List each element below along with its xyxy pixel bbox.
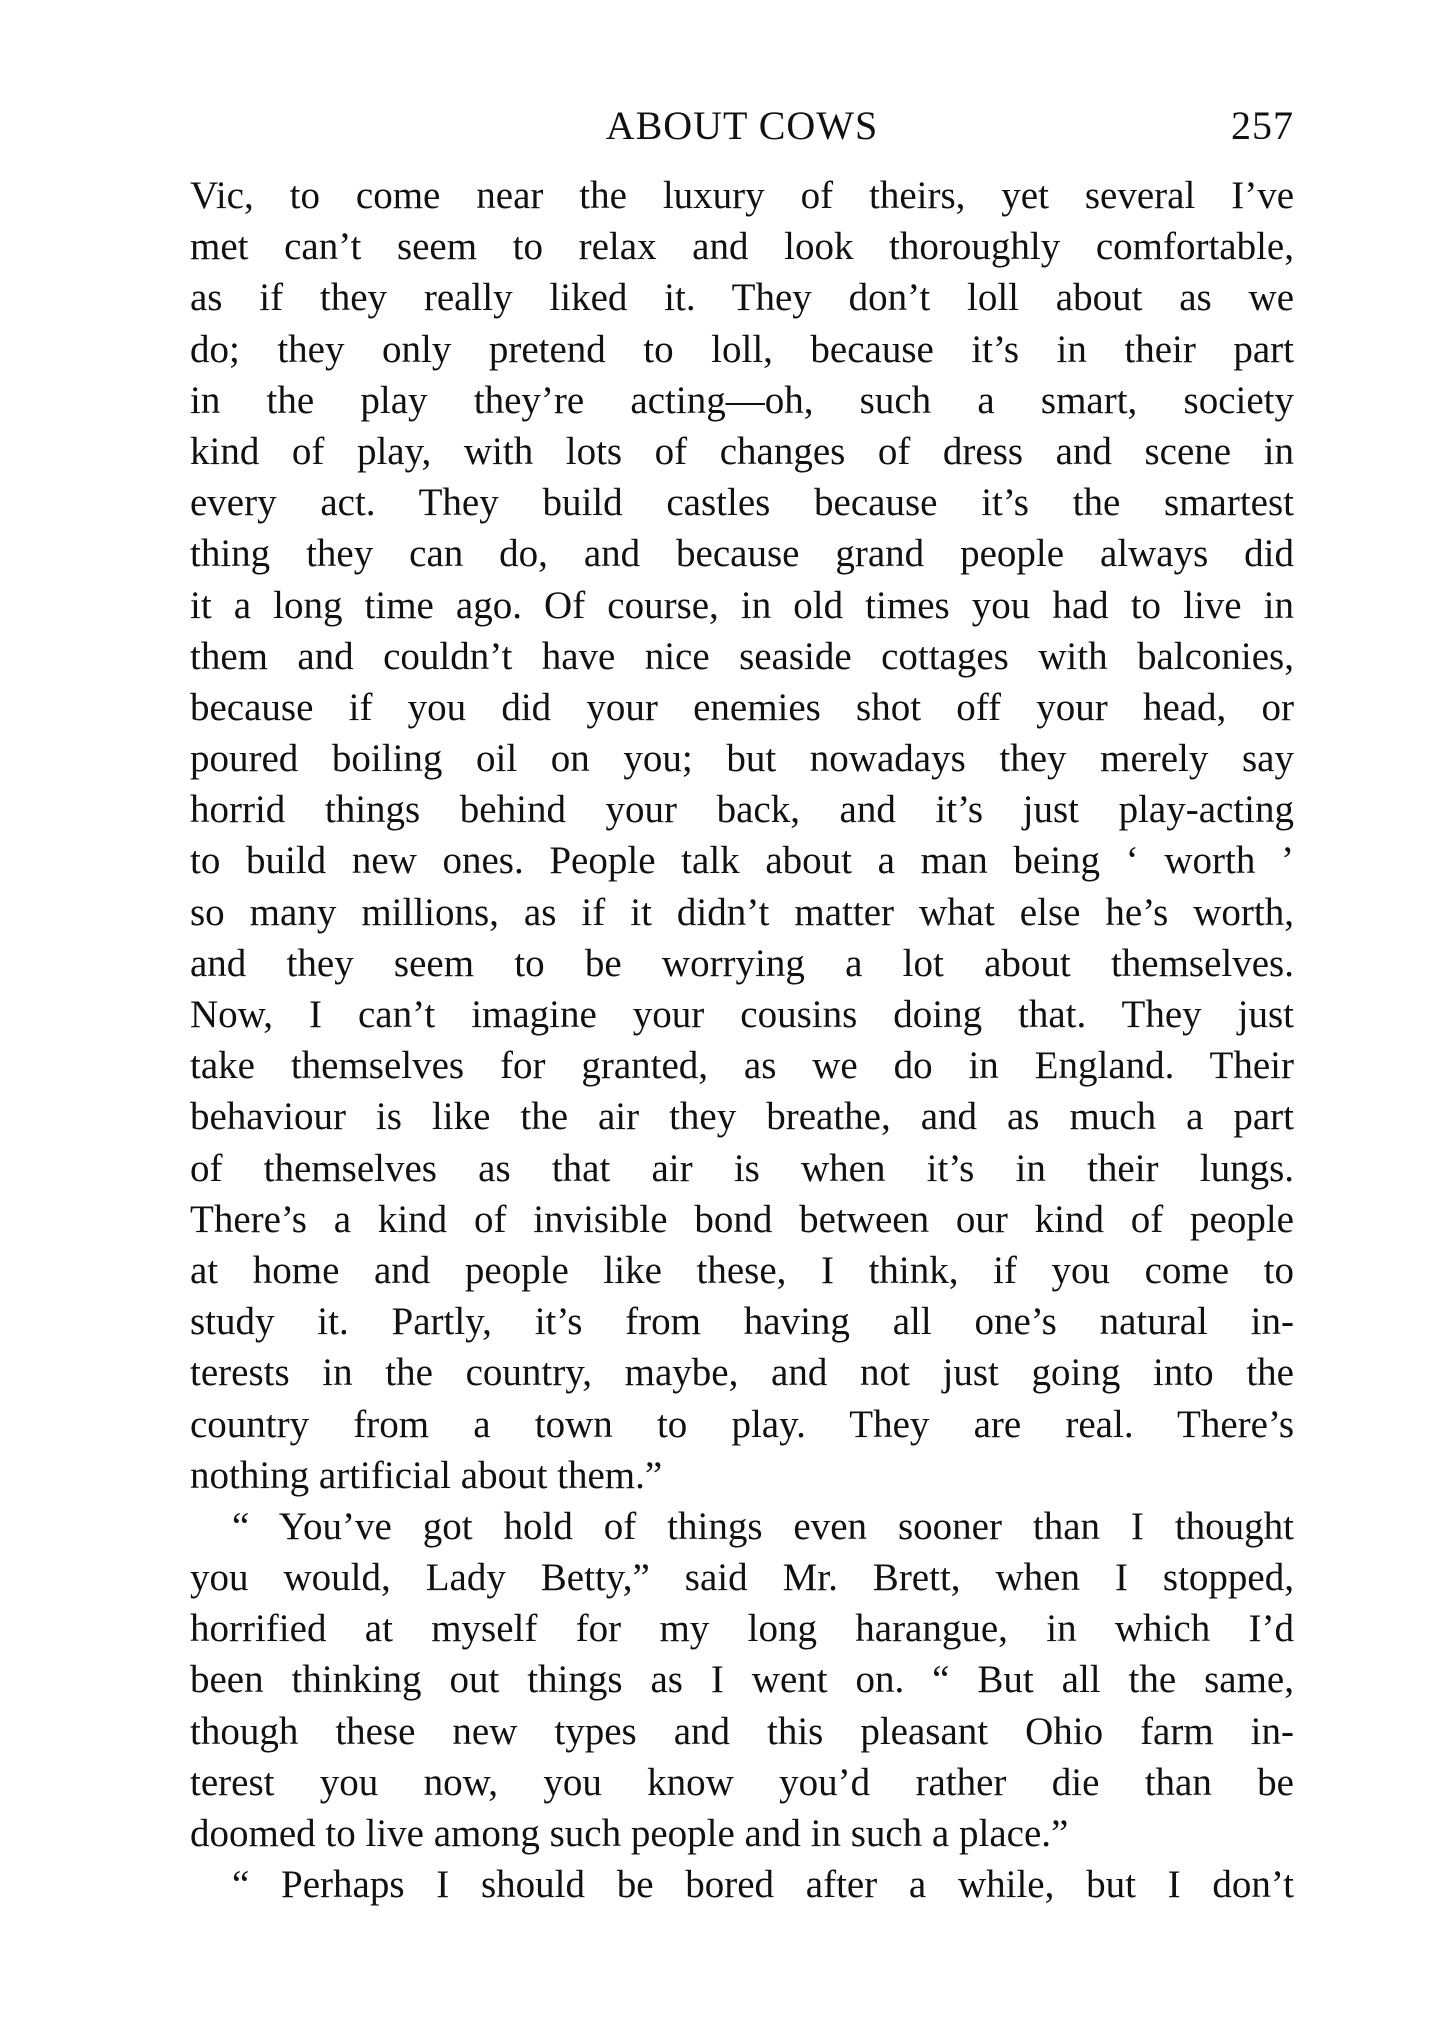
running-head — [190, 98, 1294, 158]
running-title: ABOUT COWS — [605, 103, 879, 148]
text-line: to build new ones. People talk about a man being ‘ worth ’ — [190, 839, 1294, 883]
text-line: terests in the country, maybe, and not just going into the — [190, 1351, 1294, 1395]
text-line: do; they only pretend to loll, because it’s in their part — [190, 327, 1294, 371]
text-line: met can’t seem to relax and look thoroughly comfortable, — [190, 225, 1294, 269]
text-line: because if you did your enemies shot off your head, or — [190, 685, 1294, 729]
text-line: kind of play, with lots of changes of dress and scene in — [190, 429, 1294, 473]
text-line: behaviour is like the air they breathe, and as much a part — [190, 1095, 1294, 1139]
text-line: “ You’ve got hold of things even sooner than I thought — [232, 1504, 1294, 1548]
text-line: been thinking out things as I went on. “ But all the same, — [190, 1658, 1294, 1702]
text-line: every act. They build castles because it’s the smartest — [190, 481, 1294, 525]
text-line: country from a town to play. They are real. There’s — [190, 1402, 1294, 1446]
text-line: horrified at myself for my long harangue, in which I’d — [190, 1607, 1294, 1651]
text-line: “ Perhaps I should be bored after a while, but I don’t — [232, 1863, 1294, 1907]
text-line: of themselves as that air is when it’s in their lungs. — [190, 1146, 1294, 1190]
text-line: There’s a kind of invisible bond between our kind of people — [190, 1197, 1294, 1241]
text-line: nothing artificial about them.” — [190, 1453, 663, 1497]
text-line: you would, Lady Betty,” said Mr. Brett, when I stopped, — [190, 1556, 1294, 1600]
text-line: and they seem to be worrying a lot about themselves. — [190, 941, 1294, 985]
text-line: doomed to live among such people and in such a place.” — [190, 1812, 1069, 1855]
text-line: terest you now, you know you’d rather die than be — [190, 1760, 1294, 1804]
text-line: as if they really liked it. They don’t loll about as we — [190, 276, 1294, 320]
text-line: thing they can do, and because grand people always did — [190, 532, 1294, 576]
text-line: Now, I can’t imagine your cousins doing that. They just — [190, 993, 1294, 1036]
page-number: 257 — [1231, 103, 1294, 148]
text-line: though these new types and this pleasant Ohio farm in- — [190, 1709, 1294, 1753]
text-line: horrid things behind your back, and it’s just play-acting — [190, 788, 1294, 832]
text-line: so many millions, as if it didn’t matter what else he’s worth, — [190, 890, 1294, 934]
text-line: at home and people like these, I think, if you come to — [190, 1248, 1294, 1292]
body-text — [190, 170, 1294, 1910]
text-line: in the play they’re acting—oh, such a smart, society — [190, 378, 1294, 422]
text-line: poured boiling oil on you; but nowadays they merely say — [190, 737, 1294, 781]
text-line: study it. Partly, it’s from having all one’s natural in- — [190, 1300, 1294, 1344]
text-line: it a long time ago. Of course, in old times you had to live in — [190, 583, 1294, 627]
text-line: Vic, to come near the luxury of theirs, yet several I’ve — [190, 174, 1294, 217]
text-line: take themselves for granted, as we do in England. Their — [190, 1044, 1294, 1088]
text-line: them and couldn’t have nice seaside cottages with balconies, — [190, 634, 1294, 678]
